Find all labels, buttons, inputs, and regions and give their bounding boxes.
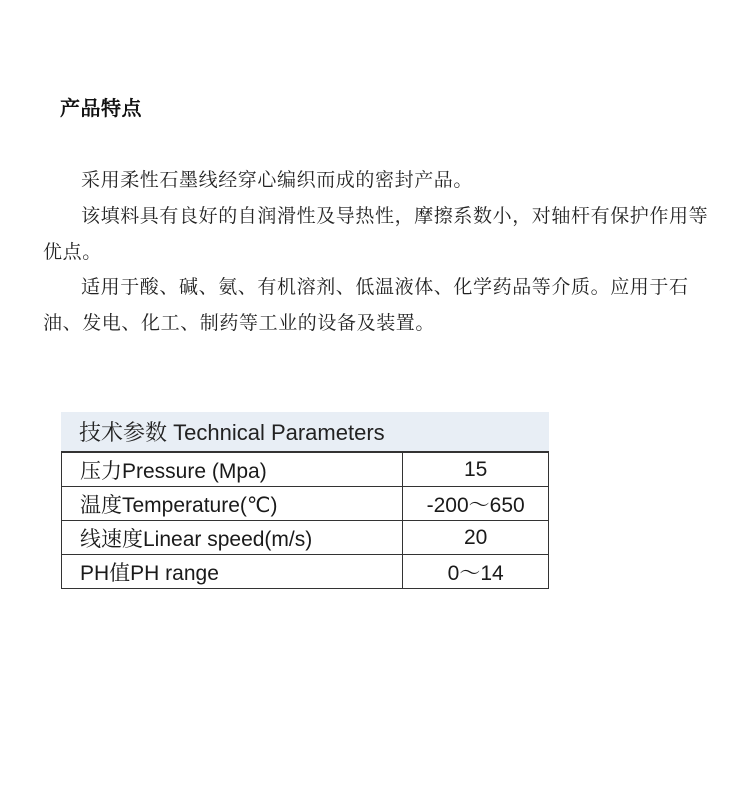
technical-parameters-panel [61, 412, 549, 589]
table-row-linear-speed [62, 521, 549, 555]
table-row-pressure [62, 453, 549, 487]
param-label-linear-speed: 线速度Linear speed(m/s) [62, 521, 403, 555]
feature-paragraph-applications: 适用于酸、碱、氨、有机溶剂、低温液体、化学药品等介质。应用于石油、发电、化工、制药等工业的设备及装置。 [43, 276, 689, 334]
param-label-pressure: 压力Pressure (Mpa) [62, 453, 403, 487]
section-title-features: 产品特点 [60, 96, 142, 120]
param-label-temperature: 温度Temperature(℃) [62, 487, 403, 521]
param-label-ph-range: PH值PH range [62, 555, 403, 589]
technical-parameters-header: 技术参数 Technical Parameters [61, 412, 549, 452]
table-row-ph-range [62, 555, 549, 589]
table-row-temperature [62, 487, 549, 521]
technical-parameters-table [61, 452, 549, 589]
param-value-ph-range: 0～14 [403, 555, 549, 589]
feature-paragraph-properties: 该填料具有良好的自润滑性及导热性，摩擦系数小，对轴杆有保护作用等优点。 [43, 205, 709, 263]
param-value-temperature: -200～650 [403, 487, 549, 521]
param-value-pressure: 15 [403, 453, 549, 487]
feature-paragraph-material: 采用柔性石墨线经穿心编织而成的密封产品。 [81, 169, 474, 191]
param-value-linear-speed: 20 [403, 521, 549, 555]
